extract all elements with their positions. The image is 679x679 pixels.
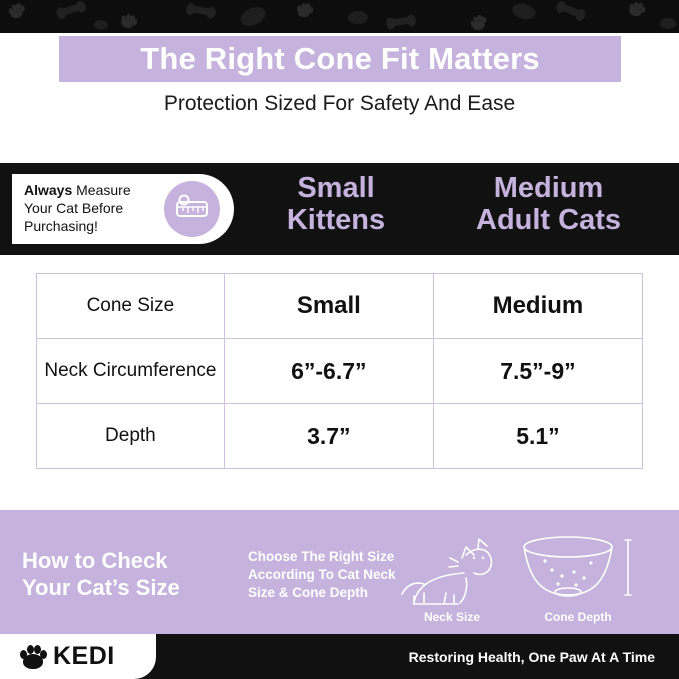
how-to-instructions: Choose The Right Size According To Cat Neck Size & Cone Depth bbox=[248, 549, 396, 601]
row-value-small: 3.7” bbox=[224, 404, 433, 469]
how-to-heading-line2: Your Cat’s Size bbox=[22, 574, 180, 600]
paw-icon bbox=[118, 12, 138, 30]
top-paw-pattern-band bbox=[0, 0, 679, 33]
cat-outline-icon bbox=[400, 538, 504, 608]
column-header-small-line1: Small bbox=[297, 172, 375, 204]
blob-shape bbox=[348, 11, 368, 24]
column-header-small bbox=[236, 172, 436, 237]
title-banner bbox=[59, 36, 621, 82]
paw-icon bbox=[295, 2, 313, 18]
row-value-small: Small bbox=[224, 274, 433, 339]
row-value-medium: Medium bbox=[433, 274, 642, 339]
how-to-heading-line1: How to Check bbox=[22, 548, 168, 573]
blob-shape bbox=[238, 3, 269, 29]
blob-shape bbox=[660, 18, 676, 29]
table-row bbox=[37, 404, 643, 469]
caption-neck-size: Neck Size bbox=[423, 610, 481, 624]
how-to-check-panel bbox=[0, 510, 679, 634]
measure-reminder-text bbox=[24, 182, 164, 236]
table-row bbox=[37, 339, 643, 404]
paw-icon bbox=[7, 2, 26, 19]
bone-icon bbox=[390, 17, 413, 27]
paw-icon bbox=[468, 14, 488, 33]
page-title: The Right Cone Fit Matters bbox=[140, 41, 540, 76]
caption-cone-depth: Cone Depth bbox=[544, 610, 612, 624]
column-header-medium-line1: Medium bbox=[493, 172, 604, 204]
brand-name: KEDI bbox=[53, 642, 115, 670]
table-row bbox=[37, 274, 643, 339]
cone-outline-icon bbox=[512, 534, 644, 608]
measure-reminder-line2: Your Cat Before bbox=[24, 200, 124, 217]
measuring-tape-icon bbox=[164, 181, 220, 237]
row-label: Depth bbox=[37, 404, 225, 469]
bone-icon bbox=[190, 5, 213, 16]
column-header-medium-line2: Adult Cats bbox=[476, 204, 621, 237]
bone-icon bbox=[59, 3, 82, 16]
measuring-tape-glyph bbox=[175, 194, 209, 224]
row-label: Cone Size bbox=[37, 274, 225, 339]
how-to-heading bbox=[22, 548, 242, 602]
paw-logo-icon bbox=[20, 645, 46, 669]
measure-reminder-line1-bold: Always bbox=[24, 182, 73, 199]
footer-bar bbox=[0, 634, 679, 679]
measure-reminder-line1-rest: Measure bbox=[72, 182, 131, 199]
row-value-medium: 7.5”-9” bbox=[433, 339, 642, 404]
column-header-small-line2: Kittens bbox=[286, 204, 386, 237]
column-header-medium bbox=[436, 172, 661, 237]
measure-reminder-line3: Purchasing! bbox=[24, 217, 98, 234]
footer-tagline: Restoring Health, One Paw At A Time bbox=[408, 648, 655, 665]
paw-icon bbox=[627, 0, 646, 17]
row-value-small: 6”-6.7” bbox=[224, 339, 433, 404]
blob-shape bbox=[510, 1, 537, 22]
measure-reminder-badge bbox=[12, 174, 234, 244]
size-comparison-table bbox=[36, 273, 643, 469]
brand-logo bbox=[0, 634, 156, 679]
page-subtitle: Protection Sized For Safety And Ease bbox=[163, 92, 516, 115]
row-label: Neck Circumference bbox=[37, 339, 225, 404]
row-value-medium: 5.1” bbox=[433, 404, 642, 469]
blob-shape bbox=[94, 20, 108, 30]
bone-icon bbox=[559, 3, 582, 18]
